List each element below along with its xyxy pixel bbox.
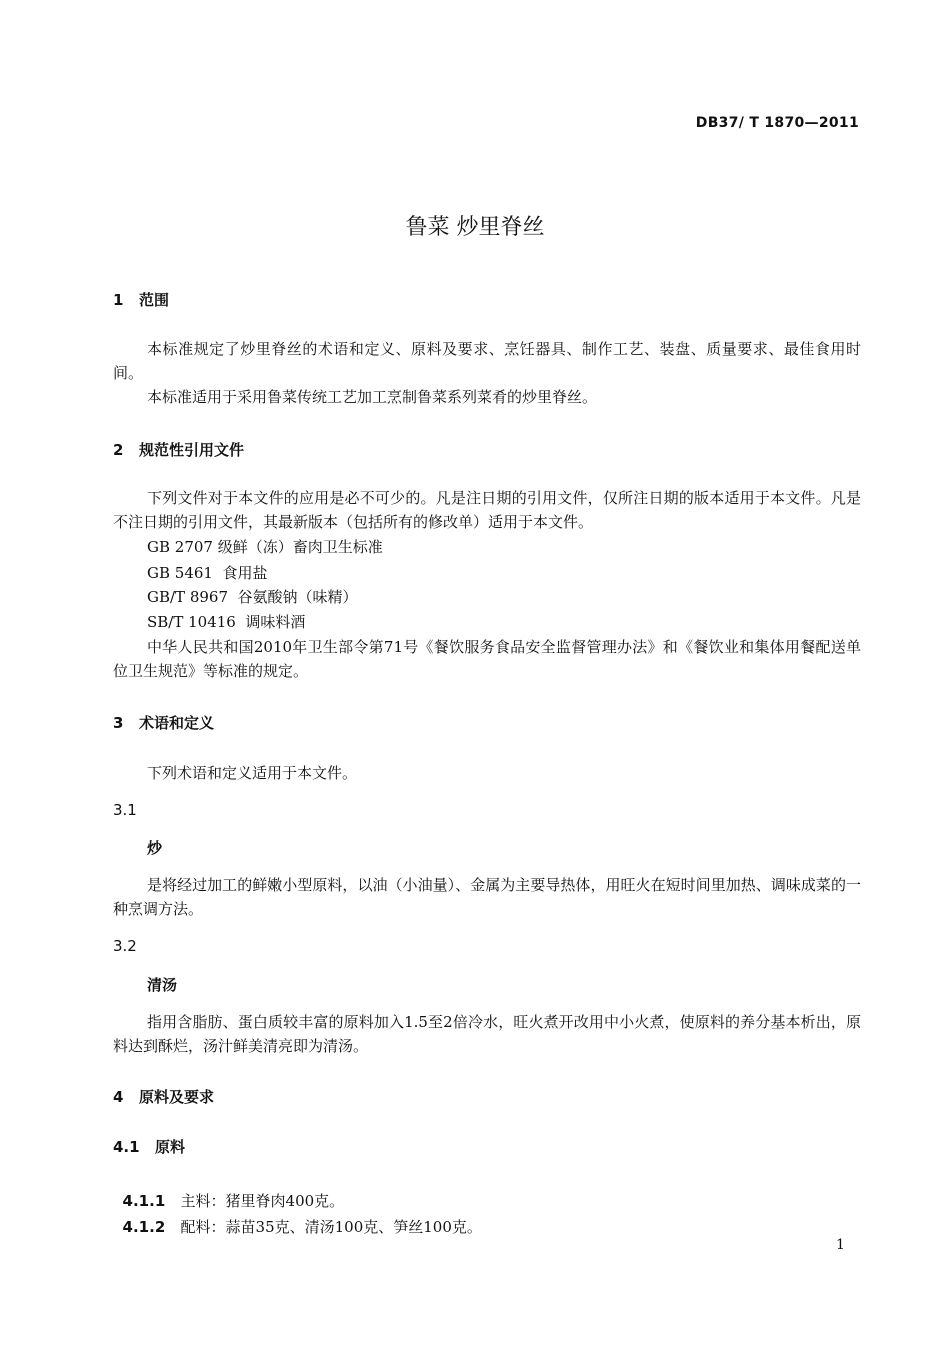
term-name: 炒 [147,839,163,857]
document-title: 鲁菜 炒里脊丝 [405,215,545,240]
reference-item: GB 5461 食用盐 [147,564,268,582]
subsection-number: 4.1 [113,1138,140,1156]
reference-item: SB/T 10416 调味料酒 [147,613,306,631]
paragraph: 本标准规定了炒里脊丝的术语和定义、原料及要求、烹饪器具、制作工艺、装盘、质量要求、最佳食用时间。 [113,340,861,382]
section-4-heading [113,1086,214,1107]
term-name: 清汤 [147,976,178,994]
section-2-heading [113,439,244,460]
section-number: 2 [113,441,124,459]
term-number: 3.1 [113,801,137,819]
reference-item: GB 2707 级鲜（冻）畜肉卫生标准 [147,538,383,556]
paragraph: 下列文件对于本文件的应用是必不可少的。凡是注日期的引用文件，仅所注日期的版本适用于本文件。凡是不注日期的引用文件，其最新版本（包括所有的修改单）适用于本文件。 [113,489,861,531]
section-title: 范围 [139,291,170,309]
section-1-heading [113,289,169,310]
term-definition: 是将经过加工的鲜嫩小型原料，以油（小油量）、金属为主要导热体，用旺火在短时间里加热、调味成菜的一种烹调方法。 [113,876,861,918]
section-3-heading [113,712,214,733]
page-number: 1 [836,1237,845,1253]
paragraph: 本标准适用于采用鲁菜传统工艺加工烹制鲁菜系列菜肴的炒里脊丝。 [147,388,598,406]
item-number: 4.1.2 [122,1218,166,1236]
term-number: 3.2 [113,937,137,955]
item-text: 配料：蒜苗35克、清汤100克、笋丝100克。 [180,1218,482,1236]
reference-item: GB/T 8967 谷氨酸钠（味精） [147,588,358,606]
item-text: 主料：猪里脊肉400克。 [180,1192,345,1210]
paragraph: 中华人民共和国2010年卫生部令第71号《餐饮服务食品安全监督管理办法》和《餐饮业和集体用餐配送单位卫生规范》等标准的规定。 [113,638,861,680]
paragraph: 下列术语和定义适用于本文件。 [147,764,358,782]
section-number: 3 [113,714,124,732]
section-title: 原料及要求 [139,1088,215,1106]
section-number: 4 [113,1088,124,1106]
subsection-4-1-heading [113,1136,185,1157]
subsection-title: 原料 [155,1138,186,1156]
section-title: 规范性引用文件 [139,441,245,459]
term-definition: 指用含脂肪、蛋白质较丰富的原料加入1.5至2倍冷水，旺火煮开改用中小火煮，使原料的养分基本析出，原料达到酥烂，汤汁鲜美清亮即为清汤。 [113,1013,861,1055]
section-number: 1 [113,291,124,309]
list-item [113,1198,482,1237]
section-title: 术语和定义 [139,714,215,732]
standard-code: DB37/ T 1870—2011 [695,115,859,131]
item-number: 4.1.1 [122,1192,166,1210]
